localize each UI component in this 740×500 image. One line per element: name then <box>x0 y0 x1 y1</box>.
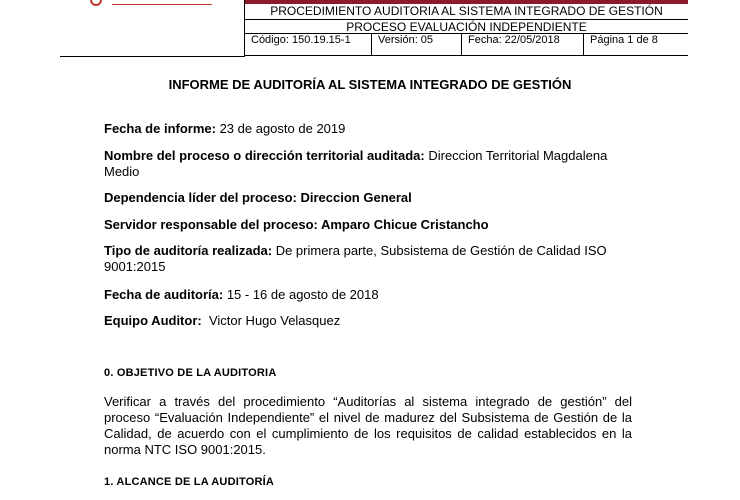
header-version: Versión: 05 <box>372 34 462 55</box>
field-equipo <box>104 313 644 329</box>
header-meta-row <box>245 34 688 56</box>
field-value: 15 - 16 de agosto de 2018 <box>223 287 379 302</box>
field-text: Dependencia líder del proceso: Direccion General <box>104 190 412 205</box>
logo-divider <box>112 4 212 5</box>
header-pagina: Página 1 de 8 <box>590 34 658 46</box>
field-dependencia <box>104 190 644 206</box>
report-title: INFORME DE AUDITORÍA AL SISTEMA INTEGRADO DE GESTIÓN <box>168 77 572 92</box>
logo-icon <box>90 0 102 6</box>
header-fecha: Fecha: 22/05/2018 <box>462 34 584 55</box>
field-fecha-informe <box>104 121 644 137</box>
field-label: Nombre del proceso o dirección territorial auditada: <box>104 148 425 163</box>
header-procedure: PROCEDIMIENTO AUDITORIA AL SISTEMA INTEGRADO DE GESTIÓN <box>245 4 688 20</box>
header-codigo: Código: 150.19.15-1 <box>245 34 372 55</box>
header-process: PROCESO EVALUACIÓN INDEPENDIENTE <box>245 20 688 34</box>
field-value: Direccion Territorial Magdalena Medio <box>104 148 608 179</box>
section-objetivo-text: Verificar a través del procedimiento “Auditorías al sistema integrado de gestión” del proceso “Evaluación Independiente” el nivel de madurez del Subsistema de Gestión de la Calidad, de acuerdo con el cumplimiento de los requisitos de calidad establecidos en la norma NTC ISO 9001:2015. <box>104 394 632 457</box>
field-value: Victor Hugo Velasquez <box>201 313 341 328</box>
section-objetivo-title: 0. OBJETIVO DE LA AUDITORIA <box>104 367 277 379</box>
field-text: Servidor responsable del proceso: Amparo Chicue Cristancho <box>104 217 489 232</box>
logo-cell <box>60 0 245 57</box>
field-value: De primera parte, Subsistema de Gestión de Calidad ISO 9001:2015 <box>104 243 607 274</box>
field-label: Fecha de informe: <box>104 121 216 136</box>
field-label: Fecha de auditoría: <box>104 287 224 302</box>
field-fecha-auditoria <box>104 287 644 303</box>
section-alcance-title: 1. ALCANCE DE LA AUDITORÍA <box>104 476 275 488</box>
field-value: 23 de agosto de 2019 <box>215 121 346 136</box>
field-servidor <box>104 217 644 233</box>
field-tipo <box>104 243 634 275</box>
field-label: Tipo de auditoría realizada: <box>104 243 273 258</box>
field-label: Equipo Auditor: <box>104 313 202 328</box>
field-proceso <box>104 148 634 180</box>
